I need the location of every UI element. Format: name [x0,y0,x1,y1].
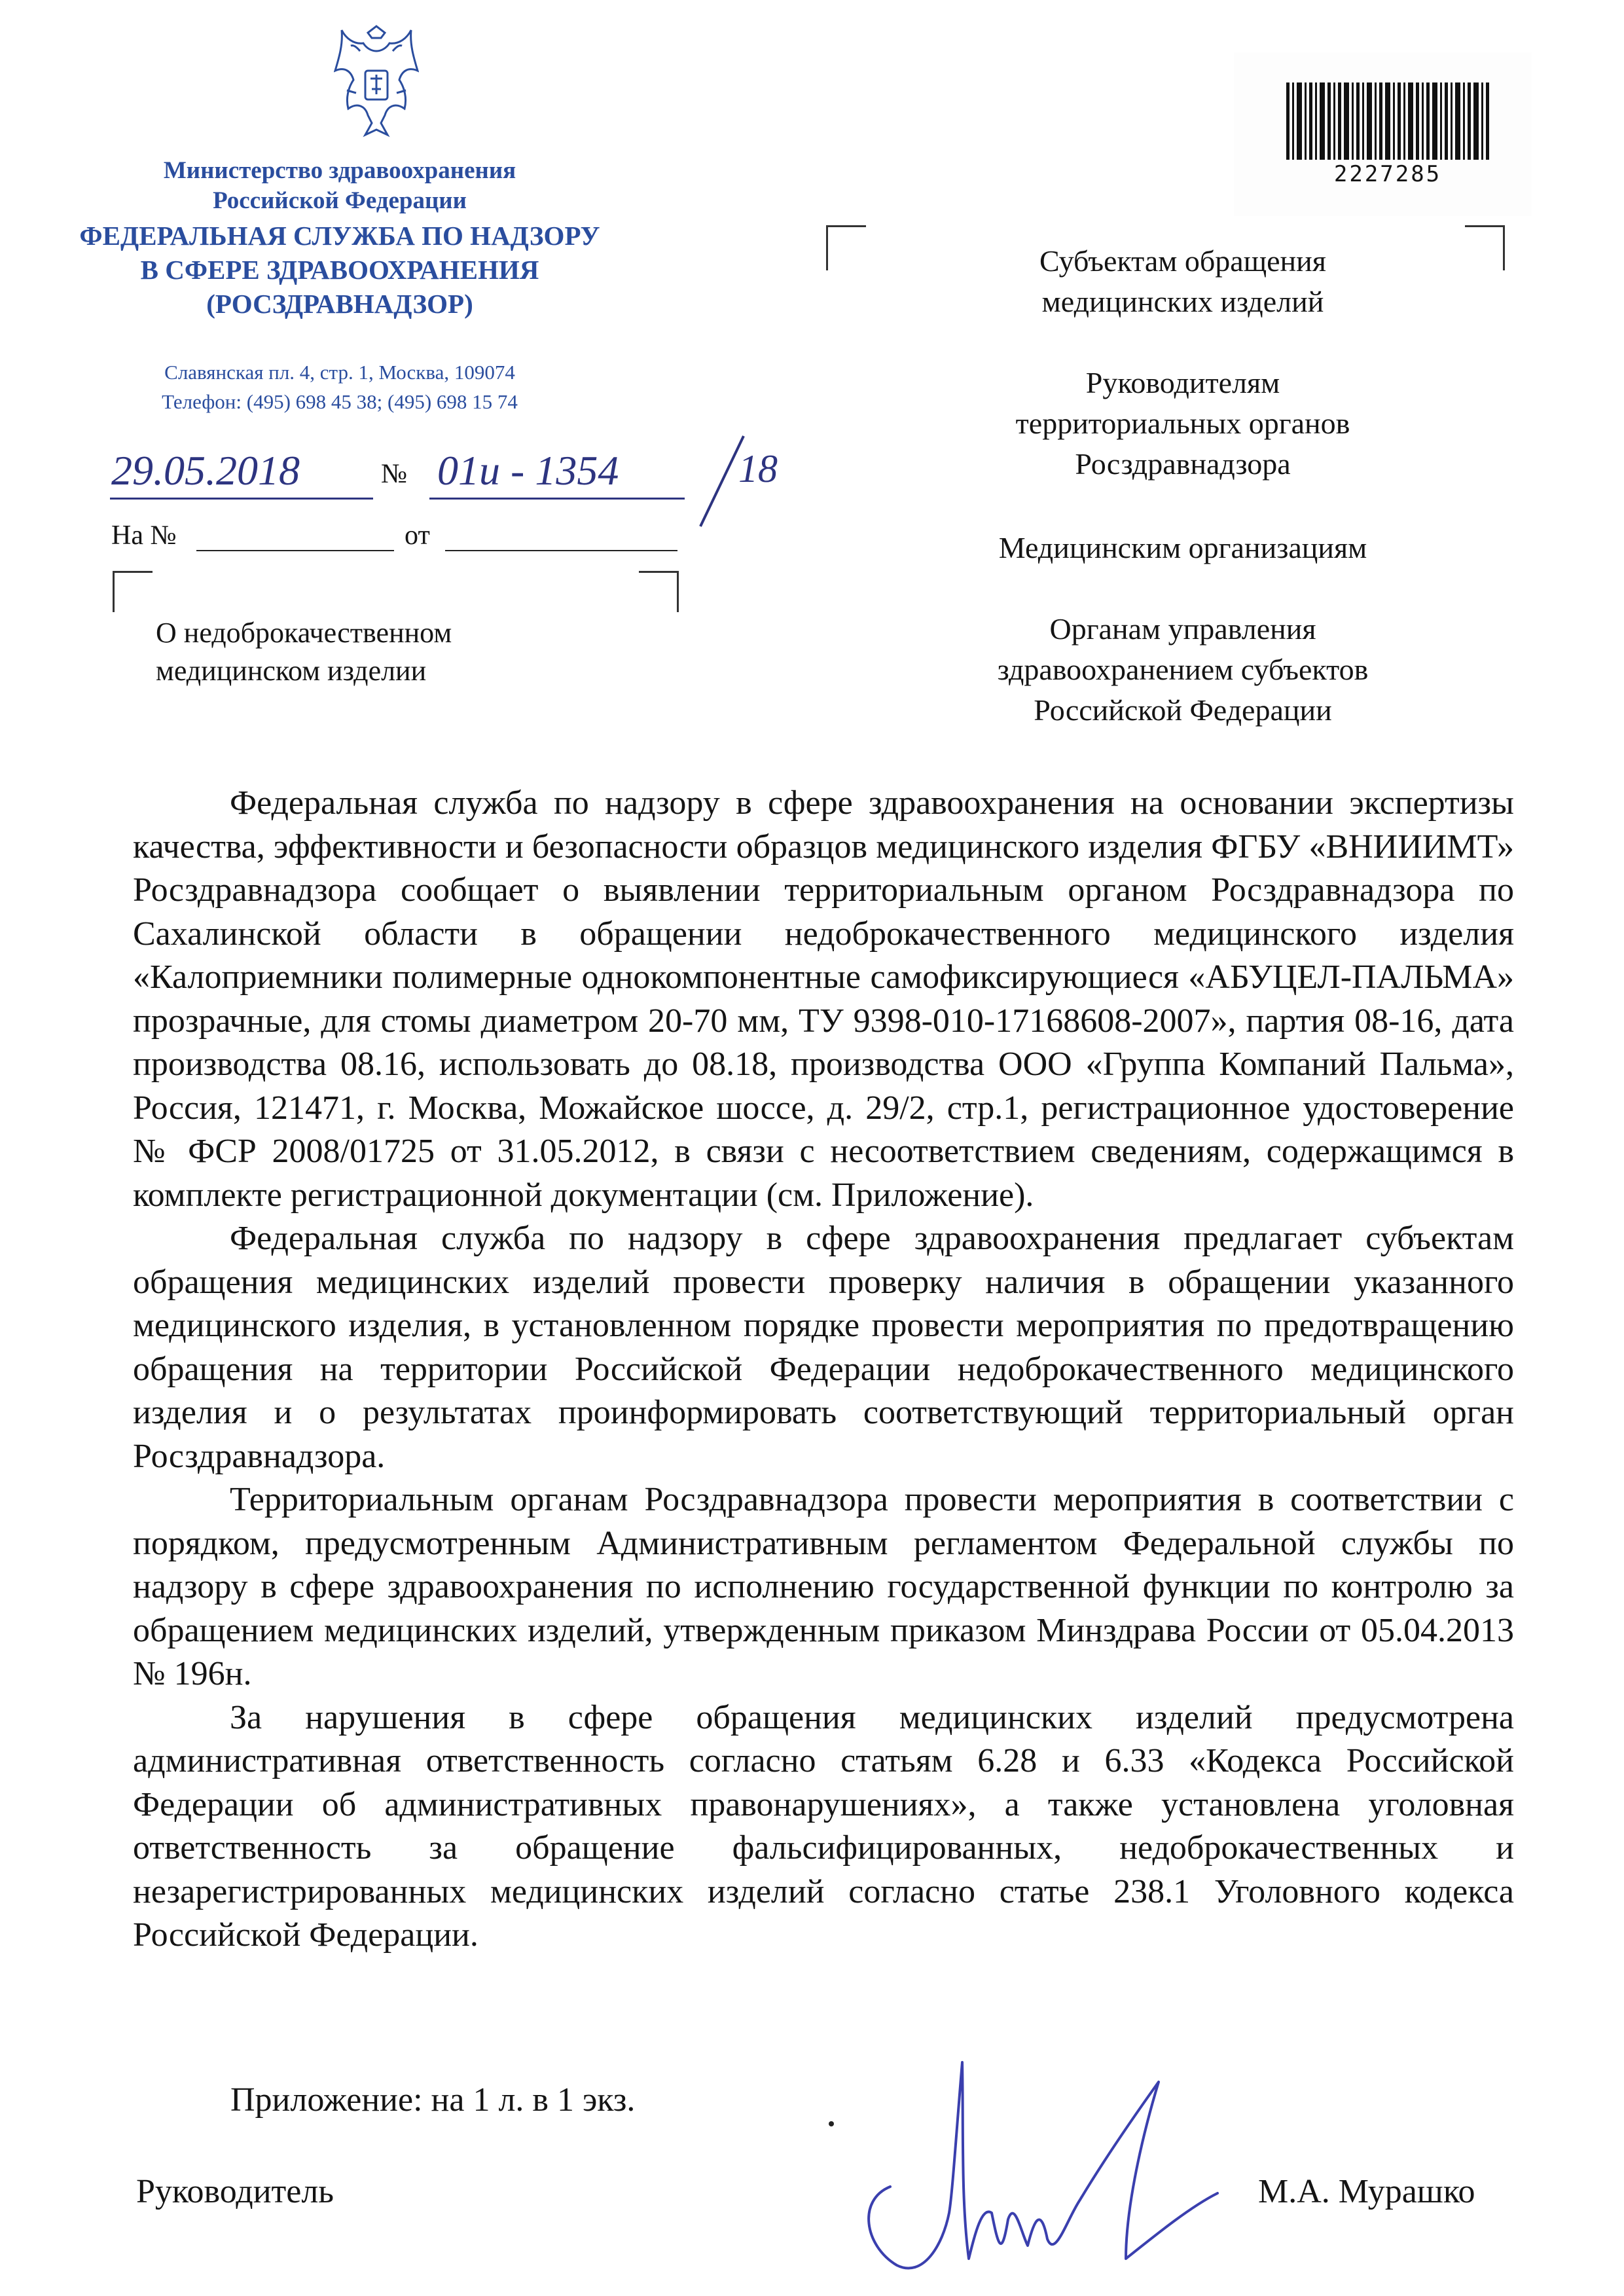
address-line: Славянская пл. 4, стр. 1, Москва, 109074 [164,361,515,384]
subject-corner-right [639,571,679,612]
body-paragraph-2: Федеральная служба по надзору в сфере здравоохранения предлагает субъектам обращения медицинских изделий провести проверку наличия в обращении указанного медицинского изделия, в установленном порядке провести мероприятия по предотвращению обращения на территории Российской Федерации недоброкачественного медицинского изделия и о результатах проинформировать соответствующий территориальный орган Росздравнадзора. [133,1220,1514,1475]
subject-line-1: О недоброкачественном [156,617,452,649]
registration-number-underline [429,498,685,500]
registration-number-label: № [381,459,408,489]
letterhead-ministry [79,156,601,216]
addressee-4-line-3: Российской Федерации [1034,693,1332,727]
coat-of-arms-emblem [334,25,419,149]
reply-number-blank [196,550,394,551]
addressee-2-line-1: Руководителям [1085,366,1280,399]
agency-line-1: ФЕДЕРАЛЬНАЯ СЛУЖБА ПО НАДЗОРУ [79,221,600,251]
addressee-1-line-1: Субъектам обращения [1039,244,1326,278]
agency-line-2: В СФЕРЕ ЗДРАВООХРАНЕНИЯ [140,255,539,285]
phone-line: Телефон: (495) 698 45 38; (495) 698 15 74 [162,390,518,413]
letter-subject [156,614,452,690]
reply-number-label: На № [111,520,177,551]
addressee-block-4 [885,609,1481,731]
addressee-block-2 [885,363,1481,484]
registration-date: 29.05.2018 [111,447,300,494]
signer-position: Руководитель [136,2173,334,2210]
addressee-block-3 [885,528,1481,568]
body-paragraph-4: За нарушения в сфере обращения медицинских изделий предусмотрена административная ответственность согласно статьям 6.28 и 6.33 «Кодекса Российской Федерации об административных правонарушениях», а также установлена уголовная ответственность за обращение фальсифицированных, недоброкачественных и незарегистрированных медицинских изделий согласно статье 238.1 Уголовного кодекса Российской Федерации. [133,1698,1514,1954]
subject-corner-left [113,571,153,612]
letterhead-address [79,357,601,416]
addressee-4-line-1: Органам управления [1049,612,1316,646]
addressee-block-1 [885,241,1481,322]
signer-name: М.А. Мурашко [1258,2173,1475,2210]
barcode-icon [1286,82,1489,160]
appendix-note: Приложение: на 1 л. в 1 экз. [230,2081,636,2119]
body-paragraph-1: Федеральная служба по надзору в сфере здравоохранения на основании экспертизы качества, эффективности и безопасности образцов медицинского изделия ФГБУ «ВНИИИМТ» Росздравнадзора сообщает о выявлении территориальным органом Росздравнадзора по Сахалинской области в обращении недоброкачественного медицинского изделия «Калоприемники полимерные однокомпонентные самофиксирующиеся «АБУЦЕЛ-ПАЛЬМА» прозрачные, для стомы диаметром 20-70 мм, ТУ 9398-010-17168608-2007», партия 08-16, дата производства 08.16, использовать до 08.18, производства ООО «Группа Компаний Пальма», Россия, 121471, г. Москва, Можайское шоссе, д. 29/2, стр.1, регистрационное удостоверение № ФСР 2008/01725 от 31.05.2012, в связи с несоответствием сведениям, содержащимся в комплекте регистрационной документации (см. Приложение). [133,784,1514,1214]
addressee-4-line-2: здравоохранением субъектов [997,653,1369,686]
addressee-3-line-1: Медицинским организациям [998,531,1367,564]
registration-date-underline [110,498,373,500]
agency-line-3: (РОСЗДРАВНАДЗОР) [206,289,473,319]
handwritten-signature [851,2049,1237,2285]
letter-body [133,782,1514,1958]
corner-mark-top-left [826,225,866,270]
reply-from-label: от [405,520,430,551]
addressee-1-line-2: медицинских изделий [1041,285,1324,318]
body-paragraph-3: Территориальным органам Росздравнадзора провести мероприятия в соответствии с порядком, предусмотренным Административным регламентом Федеральной службы по надзору в сфере здравоохранения по исполнению государственной функции по контролю за обращением медицинских изделий, утвержденным приказом Минздрава России от 05.04.2013 № 196н. [133,1481,1514,1692]
addressee-2-line-2: территориальных органов [1015,407,1350,440]
letterhead-agency [79,219,601,321]
reply-date-blank [445,550,677,551]
registration-number: 01и - 1354 [437,447,619,494]
subject-line-2: медицинском изделии [156,655,427,687]
stray-dot [829,2121,834,2126]
ministry-line-1: Министерство здравоохранения [163,157,516,184]
addressee-2-line-3: Росздравнадзора [1075,447,1291,481]
registration-year: 18 [738,447,778,490]
ministry-line-2: Российской Федерации [213,187,467,214]
barcode-number: 2227285 [1333,161,1442,187]
